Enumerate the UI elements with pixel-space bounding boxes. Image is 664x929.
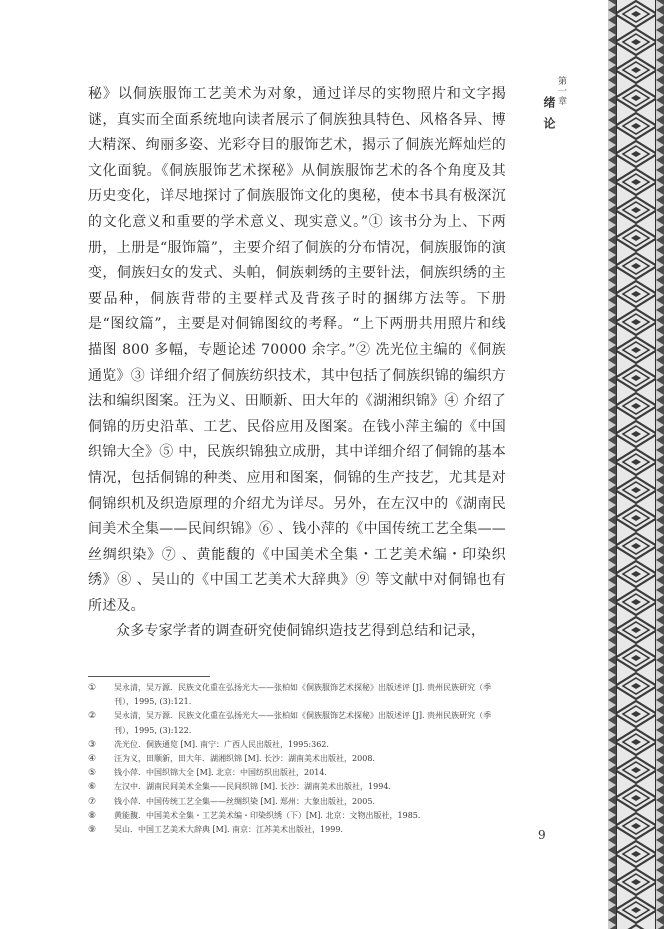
footnotes xyxy=(88,681,508,837)
footnote-item xyxy=(88,709,508,737)
footnote-number: ⑧ xyxy=(88,810,97,821)
footnote-number: ⑨ xyxy=(88,825,97,836)
footnote-number: ② xyxy=(88,711,97,722)
footnote-item xyxy=(88,766,508,780)
footnote-number: ⑤ xyxy=(88,768,97,779)
footnote-text: 吴永清，吴万源．民族文化重在弘扬光大——张柏如《侗族服饰艺术探秘》出版述评 [J]. 贵州民族研究（季刊），1995, (3):122. xyxy=(114,711,492,735)
body-paragraph-2: 众多专家学者的调查研究使侗锦织造技艺得到总结和记录， xyxy=(116,623,486,640)
footnote-number: ⑦ xyxy=(88,796,97,807)
footnote-item xyxy=(88,752,508,766)
footnote-item xyxy=(88,738,508,752)
footnote-text: 钱小萍．中国传统工艺全集——丝绸织染 [M]. 郑州：大象出版社，2005. xyxy=(114,796,375,806)
footnote-item xyxy=(88,795,508,809)
footnote-number: ① xyxy=(88,683,97,693)
page-number: 9 xyxy=(538,828,546,842)
chapter-title: 绪论 xyxy=(542,96,556,138)
footnote-text: 汪为义，田顺新，田大年．湖湘织锦 [M]. 长沙：湖南美术出版社，2008. xyxy=(114,754,375,764)
footnote-text: 冼光位．侗族通览 [M]. 南宁：广西人民出版社，1995:362. xyxy=(114,739,329,749)
footnote-text: 左汉中．湖南民间美术全集——民间织锦 [M]. 长沙：湖南美术出版社，1994. xyxy=(114,782,391,792)
footnote-number: ③ xyxy=(88,739,97,750)
footnote-item xyxy=(88,681,508,709)
body-paragraph-1: 秘》以侗族服饰工艺美术为对象，通过详尽的实物照片和文字揭谜，真实而全面系统地向读者展示了侗族独具特色、风格各异、博大精深、绚丽多姿、光彩夺目的服饰艺术，揭示了侗族光辉灿烂的文化面貌。《侗族服饰艺术探秘》从侗族服饰艺术的各个角度及其历史变化，详尽地探讨了侗族服饰文化的奥秘，使本书具有极深沉的文化意义和重要的学术意义、现实意义。”① 该书分为上、下两册，上册是“服饰篇”，主要介绍了侗族的分布情况，侗族服饰的演变，侗族妇女的发式、头帕，侗族刺绣的主要针法，侗族织绣的主要品种，侗族背带的主要样式及背孩子时的捆绑方法等。下册是“图纹篇”，主要是对侗锦图纹的考释。“上下两册共用照片和线描图 800 多幅，专题论述 70000 余字。”② 冼光位主编的《侗族通览》③ 详细介绍了侗族纺织技术，其中包括了侗族织锦的编织方法和编织图案。汪为义、田顺新、田大年的《湖湘织锦》④ 介绍了侗锦的历史沿革、工艺、民俗应用及图案。在钱小萍主编的《中国织锦大全》⑤ 中，民族织锦独立成册，其中详细介绍了侗锦的基本情况，包括侗锦的种类、应用和图案，侗锦的生产技艺，尤其是对侗锦织机及织造原理的介绍尤为详尽。另外，在左汉中的《湖南民间美术全集——民间织锦》⑥ 、钱小萍的《中国传统工艺全集——丝绸织染》⑦ 、黄能馥的《中国美术全集・工艺美术编・印染织绣》⑧ 、吴山的《中国工艺美术大辞典》⑨ 等文献中对侗锦也有所述及。 xyxy=(88,86,506,614)
decorative-border xyxy=(608,0,664,929)
footnote-text: 黄能馥．中国美术全集・工艺美术编・印染织绣（下）[M]. 北京：文物出版社，1985. xyxy=(114,810,421,820)
footnote-divider xyxy=(88,676,210,677)
footnote-text: 吴山．中国工艺美术大辞典 [M]. 南京：江苏美术出版社，1999. xyxy=(114,825,343,835)
footnote-text: 钱小萍．中国织锦大全 [M]. 北京：中国纺织出版社，2014. xyxy=(114,768,327,778)
chapter-number: 第一章 xyxy=(556,76,566,106)
footnote-number: ④ xyxy=(88,754,97,765)
footnote-item xyxy=(88,809,508,823)
footnote-number: ⑥ xyxy=(88,782,97,793)
footnote-item xyxy=(88,780,508,794)
chapter-running-head xyxy=(536,76,586,156)
footnote-item xyxy=(88,823,508,837)
main-text xyxy=(88,82,506,645)
footnote-text: 吴永清，吴万源．民族文化重在弘扬光大——张柏如《侗族服饰艺术探秘》出版述评 [J]. 贵州民族研究（季刊），1995, (3):121. xyxy=(114,683,492,707)
